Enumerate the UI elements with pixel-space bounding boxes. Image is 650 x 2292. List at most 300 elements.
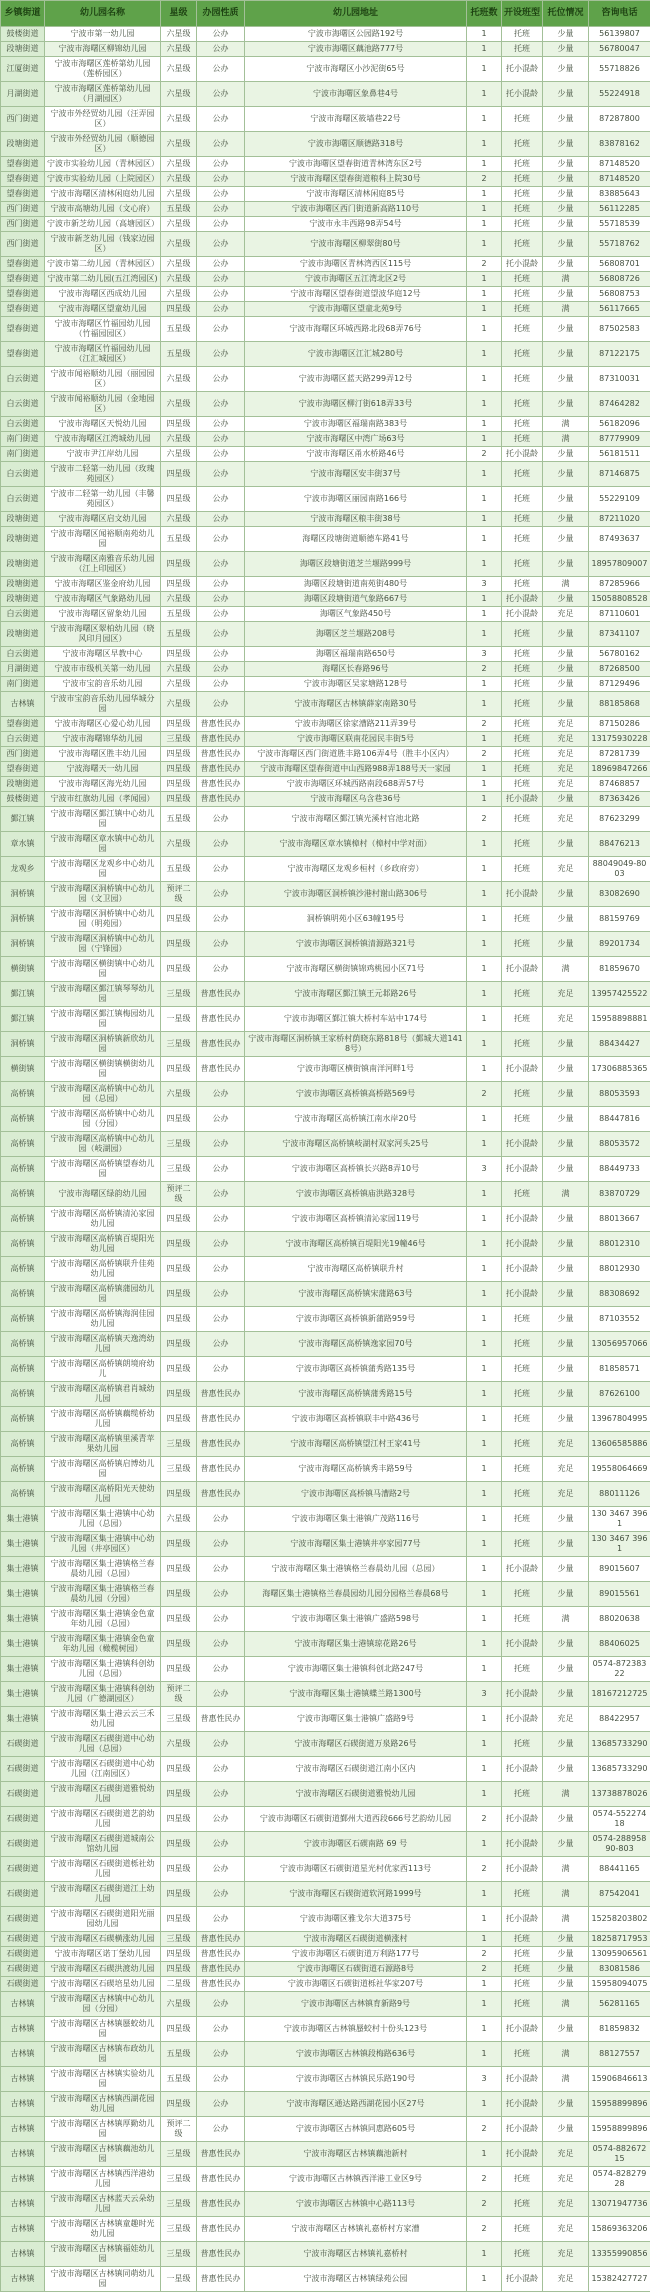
cell-phone: 13071947736 (589, 2192, 650, 2217)
cell-availability: 少量 (543, 1682, 589, 1707)
cell-star: 六星级 (161, 1082, 197, 1107)
cell-star: 四星级 (161, 552, 197, 577)
cell-phone: 15958899896 (589, 2092, 650, 2117)
cell-phone: 83870729 (589, 1182, 650, 1207)
table-row (1, 107, 650, 132)
table-row (1, 2192, 650, 2217)
cell-classes: 1 (467, 1607, 502, 1632)
cell-availability: 充足 (543, 762, 589, 777)
cell-address: 宁波市海曙区公园路192号 (245, 27, 467, 42)
header-name: 幼儿园名称 (45, 1, 161, 27)
cell-name: 宁波市外经贸幼儿园（汪弄园区） (45, 107, 161, 132)
cell-nature: 公办 (197, 882, 245, 907)
cell-availability: 少量 (543, 2117, 589, 2142)
cell-star: 六星级 (161, 287, 197, 302)
cell-phone: 18957809007 (589, 552, 650, 577)
table-row (1, 417, 650, 432)
cell-phone: 18969847266 (589, 762, 650, 777)
cell-address: 宁波市海曙区章水镇樟村（樟村中学对面） (245, 832, 467, 857)
cell-name: 宁波市海曙区石碶培星幼儿园 (45, 1977, 161, 1992)
cell-address: 宁波市海曙区福瑞南路383号 (245, 417, 467, 432)
cell-nature: 公办 (197, 2092, 245, 2117)
table-row (1, 1457, 650, 1482)
cell-availability: 少量 (543, 202, 589, 217)
cell-name: 宁波市海曙区留象幼儿园 (45, 607, 161, 622)
cell-classes: 1 (467, 832, 502, 857)
cell-phone: 13606585886 (589, 1432, 650, 1457)
cell-classes: 1 (467, 2042, 502, 2067)
cell-name: 宁波市红旗幼儿园（孝闻园） (45, 792, 161, 807)
table-row (1, 1807, 650, 1832)
cell-class_type: 托班 (502, 42, 543, 57)
cell-class_type: 托小混龄 (502, 592, 543, 607)
cell-class_type: 托小混龄 (502, 607, 543, 622)
cell-nature: 公办 (197, 57, 245, 82)
cell-nature: 公办 (197, 1182, 245, 1207)
cell-availability: 少量 (543, 1207, 589, 1232)
cell-phone: 19558064669 (589, 1457, 650, 1482)
cell-street: 高桥镇 (1, 1257, 45, 1282)
table-row (1, 257, 650, 272)
cell-availability: 满 (543, 417, 589, 432)
cell-address: 宁波市海曙区洞桥镇沙港村谢山路306号 (245, 882, 467, 907)
cell-nature: 公办 (197, 677, 245, 692)
cell-class_type: 托小混龄 (502, 257, 543, 272)
cell-star: 六星级 (161, 172, 197, 187)
cell-star: 一星级 (161, 1007, 197, 1032)
cell-street: 鄞江镇 (1, 982, 45, 1007)
cell-phone: 56780047 (589, 42, 650, 57)
table-row (1, 202, 650, 217)
cell-name: 宁波市海曙区章水镇中心幼儿园 (45, 832, 161, 857)
cell-classes: 2 (467, 1807, 502, 1832)
cell-street: 高桥镇 (1, 1457, 45, 1482)
cell-classes: 1 (467, 2267, 502, 2292)
cell-star: 四星级 (161, 932, 197, 957)
cell-nature: 公办 (197, 187, 245, 202)
cell-class_type: 托班 (502, 2042, 543, 2067)
cell-classes: 1 (467, 1407, 502, 1432)
cell-availability: 充足 (543, 857, 589, 882)
cell-star: 四星级 (161, 1632, 197, 1657)
cell-star: 五星级 (161, 622, 197, 647)
cell-star: 预评二级 (161, 1182, 197, 1207)
cell-nature: 公办 (197, 202, 245, 217)
cell-phone: 89015561 (589, 1582, 650, 1607)
cell-name: 宁波市第二幼儿园(五江湾园区) (45, 272, 161, 287)
cell-nature: 普惠性民办 (197, 2192, 245, 2217)
cell-address: 宁波市海曙区筱墙巷22号 (245, 107, 467, 132)
cell-star: 四星级 (161, 777, 197, 792)
cell-phone: 15058808528 (589, 592, 650, 607)
cell-street: 西门街道 (1, 232, 45, 257)
cell-availability: 少量 (543, 882, 589, 907)
cell-classes: 1 (467, 187, 502, 202)
cell-name: 宁波市海曙区石碶街道城南公馆幼儿园 (45, 1832, 161, 1857)
cell-address: 宁波市海曙区石碶街道江南小区内 (245, 1757, 467, 1782)
cell-address: 海曙区段塘街道芝兰堰路999号 (245, 552, 467, 577)
cell-address: 洞桥镇明苑小区63幢195号 (245, 907, 467, 932)
cell-availability: 少量 (543, 317, 589, 342)
cell-star: 五星级 (161, 857, 197, 882)
cell-name: 宁波市海曙区龙观乡中心幼儿园 (45, 857, 161, 882)
cell-availability: 少量 (543, 367, 589, 392)
cell-name: 宁波市海曙区石碶街道阳光丽园幼儿园 (45, 1907, 161, 1932)
cell-nature: 公办 (197, 447, 245, 462)
cell-availability: 少量 (543, 1382, 589, 1407)
cell-availability: 少量 (543, 447, 589, 462)
cell-nature: 公办 (197, 1607, 245, 1632)
cell-phone: 88159769 (589, 907, 650, 932)
cell-name: 宁波市海曙区古林镇童趣时光幼儿园 (45, 2217, 161, 2242)
cell-nature: 公办 (197, 1732, 245, 1757)
cell-address: 宁波市海曙区高桥镇马漕路2号 (245, 1482, 467, 1507)
cell-phone: 87626100 (589, 1382, 650, 1407)
cell-name: 宁波市海曙区集士港镇科创幼儿园（广德湖园区） (45, 1682, 161, 1707)
cell-phone: 88012310 (589, 1232, 650, 1257)
cell-availability: 少量 (543, 1582, 589, 1607)
cell-name: 宁波市海曙区古林镇布政幼儿园 (45, 2042, 161, 2067)
header-star: 星级 (161, 1, 197, 27)
cell-availability: 少量 (543, 677, 589, 692)
cell-name: 宁波市二轻第一幼儿园（玫瑰苑园区） (45, 462, 161, 487)
cell-availability: 充足 (543, 1707, 589, 1732)
cell-street: 高桥镇 (1, 1182, 45, 1207)
cell-classes: 1 (467, 1507, 502, 1532)
cell-phone: 87281739 (589, 747, 650, 762)
table-header (1, 1, 650, 27)
cell-star: 五星级 (161, 317, 197, 342)
cell-class_type: 托小混龄 (502, 1232, 543, 1257)
table-row (1, 1357, 650, 1382)
cell-nature: 公办 (197, 1332, 245, 1357)
table-row (1, 217, 650, 232)
cell-classes: 1 (467, 342, 502, 367)
cell-phone: 87542041 (589, 1882, 650, 1907)
cell-street: 段塘街道 (1, 42, 45, 57)
cell-availability: 少量 (543, 552, 589, 577)
cell-phone: 81858571 (589, 1357, 650, 1382)
cell-nature: 公办 (197, 232, 245, 257)
cell-classes: 1 (467, 432, 502, 447)
cell-name: 宁波市尹江岸幼儿园 (45, 447, 161, 462)
cell-phone: 15906846613 (589, 2067, 650, 2092)
cell-star: 六星级 (161, 272, 197, 287)
cell-availability: 满 (543, 1907, 589, 1932)
cell-address: 海曙区福瑞南路650号 (245, 647, 467, 662)
cell-street: 望春街道 (1, 342, 45, 367)
cell-availability: 少量 (543, 1807, 589, 1832)
cell-star: 四星级 (161, 957, 197, 982)
header-classes: 托班数 (467, 1, 502, 27)
cell-nature: 公办 (197, 1207, 245, 1232)
cell-availability: 少量 (543, 907, 589, 932)
cell-name: 宁波市海曙区石碶横涨幼儿园 (45, 1932, 161, 1947)
table-row (1, 832, 650, 857)
cell-phone: 13095906561 (589, 1947, 650, 1962)
cell-classes: 1 (467, 1482, 502, 1507)
cell-nature: 公办 (197, 1992, 245, 2017)
cell-star: 六星级 (161, 1732, 197, 1757)
cell-classes: 1 (467, 1782, 502, 1807)
cell-class_type: 托小混龄 (502, 2017, 543, 2042)
cell-star: 三星级 (161, 1132, 197, 1157)
cell-classes: 1 (467, 392, 502, 417)
cell-phone: 87148520 (589, 172, 650, 187)
cell-nature: 公办 (197, 662, 245, 677)
cell-address: 宁波市海曙区甬水桥路46号 (245, 447, 467, 462)
cell-class_type: 托班 (502, 342, 543, 367)
cell-phone: 56181511 (589, 447, 650, 462)
cell-availability: 少量 (543, 232, 589, 257)
cell-star: 六星级 (161, 107, 197, 132)
cell-name: 宁波市海曙区石碶街道雅悦幼儿园 (45, 1782, 161, 1807)
cell-classes: 1 (467, 1707, 502, 1732)
cell-class_type: 托班 (502, 392, 543, 417)
cell-availability: 充足 (543, 747, 589, 762)
cell-nature: 普惠性民办 (197, 1057, 245, 1082)
cell-availability: 充足 (543, 732, 589, 747)
cell-classes: 1 (467, 1882, 502, 1907)
cell-availability: 少量 (543, 662, 589, 677)
cell-class_type: 托班 (502, 662, 543, 677)
cell-classes: 1 (467, 302, 502, 317)
cell-star: 五星级 (161, 2042, 197, 2067)
cell-availability: 充足 (543, 607, 589, 622)
cell-availability: 少量 (543, 1947, 589, 1962)
table-row (1, 527, 650, 552)
cell-street: 集士港镇 (1, 1507, 45, 1532)
cell-class_type: 托班 (502, 747, 543, 762)
cell-star: 四星级 (161, 1207, 197, 1232)
cell-name: 宁波市海曙区望童幼儿园 (45, 302, 161, 317)
cell-name: 宁波市高塘幼儿园（文心府） (45, 202, 161, 217)
cell-availability: 少量 (543, 42, 589, 57)
cell-street: 高桥镇 (1, 1107, 45, 1132)
cell-address: 宁波市海曙区粮丰街38号 (245, 512, 467, 527)
cell-star: 六星级 (161, 82, 197, 107)
cell-address: 宁波市海曙区古林镇蜃蛟村十份头123号 (245, 2017, 467, 2042)
cell-nature: 普惠性民办 (197, 732, 245, 747)
cell-availability: 少量 (543, 1632, 589, 1657)
cell-name: 宁波市海曙区莲桥第幼儿园（月湖园区） (45, 82, 161, 107)
table-row (1, 2217, 650, 2242)
cell-nature: 公办 (197, 1532, 245, 1557)
cell-phone: 0574-88267215 (589, 2142, 650, 2167)
cell-star: 六星级 (161, 692, 197, 717)
cell-nature: 公办 (197, 807, 245, 832)
cell-street: 古林镇 (1, 2067, 45, 2092)
cell-availability: 少量 (543, 1132, 589, 1157)
cell-availability: 少量 (543, 172, 589, 187)
cell-nature: 公办 (197, 1857, 245, 1882)
cell-address: 宁波市海曙区古林镇段梅路636号 (245, 2042, 467, 2067)
cell-nature: 公办 (197, 1557, 245, 1582)
cell-phone: 88441165 (589, 1857, 650, 1882)
cell-availability: 少量 (543, 1057, 589, 1082)
cell-nature: 普惠性民办 (197, 1947, 245, 1962)
cell-class_type: 托小混龄 (502, 1157, 543, 1182)
cell-street: 鄞江镇 (1, 1007, 45, 1032)
cell-phone: 15258203802 (589, 1907, 650, 1932)
table-row (1, 157, 650, 172)
cell-class_type: 托班 (502, 462, 543, 487)
cell-star: 三星级 (161, 2217, 197, 2242)
cell-name: 宁波市海曙区古林镇福娃幼儿园 (45, 2242, 161, 2267)
cell-phone: 87464282 (589, 392, 650, 417)
cell-classes: 1 (467, 1457, 502, 1482)
cell-address: 宁波市海曙区石碶街道星光村优家西113号 (245, 1857, 467, 1882)
cell-address: 宁波市海曙区龙观乡桓村（乡政府旁） (245, 857, 467, 882)
table-row (1, 487, 650, 512)
cell-street: 洞桥镇 (1, 882, 45, 907)
cell-class_type: 托小混龄 (502, 1632, 543, 1657)
cell-address: 宁波市海曙区高桥镇新蒲路959号 (245, 1307, 467, 1332)
cell-nature: 公办 (197, 1882, 245, 1907)
table-row (1, 982, 650, 1007)
cell-availability: 充足 (543, 1432, 589, 1457)
cell-address: 宁波市海曙区丽园南路166号 (245, 487, 467, 512)
table-row (1, 132, 650, 157)
cell-classes: 1 (467, 2092, 502, 2117)
cell-availability: 满 (543, 2042, 589, 2067)
cell-nature: 公办 (197, 432, 245, 447)
cell-star: 四星级 (161, 1357, 197, 1382)
cell-nature: 公办 (197, 832, 245, 857)
cell-availability: 少量 (543, 27, 589, 42)
cell-street: 高桥镇 (1, 1432, 45, 1457)
cell-class_type: 托班 (502, 2167, 543, 2192)
cell-name: 宁波市海曙区闻裕顺南苑幼儿园 (45, 527, 161, 552)
cell-star: 五星级 (161, 2067, 197, 2092)
cell-star: 四星级 (161, 762, 197, 777)
table-row (1, 27, 650, 42)
cell-nature: 公办 (197, 392, 245, 417)
cell-nature: 普惠性民办 (197, 1007, 245, 1032)
cell-class_type: 托班 (502, 417, 543, 432)
cell-star: 四星级 (161, 1582, 197, 1607)
cell-street: 高桥镇 (1, 1332, 45, 1357)
cell-availability: 少量 (543, 1257, 589, 1282)
cell-availability: 充足 (543, 1007, 589, 1032)
cell-nature: 公办 (197, 462, 245, 487)
cell-phone: 13355990856 (589, 2242, 650, 2267)
cell-nature: 普惠性民办 (197, 1032, 245, 1057)
cell-address: 海曙区段塘街道南苑街480号 (245, 577, 467, 592)
cell-availability: 少量 (543, 132, 589, 157)
cell-class_type: 托班 (502, 132, 543, 157)
table-row (1, 1407, 650, 1432)
cell-address: 宁波市海曙区集士港镇蝶兰路1300号 (245, 1682, 467, 1707)
cell-name: 宁波市海曙区石碶街道栎社幼儿园 (45, 1857, 161, 1882)
cell-name: 宁波市海曙区胜丰幼儿园 (45, 747, 161, 762)
cell-name: 宁波市海曙区翠柏幼儿园（晓风印月园区） (45, 622, 161, 647)
cell-phone: 83885643 (589, 187, 650, 202)
cell-street: 集士港镇 (1, 1582, 45, 1607)
cell-street: 白云街道 (1, 367, 45, 392)
cell-address: 海曙区长春路96号 (245, 662, 467, 677)
cell-availability: 少量 (543, 932, 589, 957)
table-row (1, 747, 650, 762)
cell-street: 鄞江镇 (1, 807, 45, 832)
cell-name: 宁波市海曙区清林闲庭幼儿园 (45, 187, 161, 202)
cell-classes: 1 (467, 272, 502, 287)
cell-address: 宁波市海曙区高桥镇庙洪路328号 (245, 1182, 467, 1207)
cell-phone: 55224918 (589, 82, 650, 107)
cell-class_type: 托小混龄 (502, 82, 543, 107)
cell-star: 四星级 (161, 417, 197, 432)
cell-phone: 81859832 (589, 2017, 650, 2042)
cell-star: 四星级 (161, 1382, 197, 1407)
cell-availability: 少量 (543, 462, 589, 487)
cell-address: 宁波市海曙区横街镇南洋河畔1号 (245, 1057, 467, 1082)
cell-availability: 充足 (543, 717, 589, 732)
cell-street: 集士港镇 (1, 1707, 45, 1732)
cell-address: 宁波市海曙区古林镇绿苑公园 (245, 2267, 467, 2292)
table-row (1, 512, 650, 527)
cell-address: 宁波市海曙区集士港镇广茂路116号 (245, 1507, 467, 1532)
cell-star: 三星级 (161, 1432, 197, 1457)
cell-street: 高桥镇 (1, 1357, 45, 1382)
cell-availability: 少量 (543, 592, 589, 607)
table-row (1, 447, 650, 462)
cell-address: 宁波市海曙区高桥镇江南水岸20号 (245, 1107, 467, 1132)
cell-class_type: 托小混龄 (502, 1257, 543, 1282)
header-street: 乡镇街道 (1, 1, 45, 27)
cell-availability: 少量 (543, 82, 589, 107)
table-row (1, 732, 650, 747)
cell-nature: 公办 (197, 1582, 245, 1607)
cell-star: 六星级 (161, 677, 197, 692)
cell-classes: 1 (467, 1907, 502, 1932)
table-row (1, 1857, 650, 1882)
cell-star: 四星级 (161, 1482, 197, 1507)
table-row (1, 792, 650, 807)
cell-class_type: 托班 (502, 552, 543, 577)
cell-address: 宁波市海曙区石碶街道横涨村 (245, 1932, 467, 1947)
cell-phone: 130 3467 3961 (589, 1532, 650, 1557)
cell-classes: 1 (467, 1992, 502, 2017)
cell-name: 宁波市海曙区洞桥镇中心幼儿园（文卫园） (45, 882, 161, 907)
cell-star: 三星级 (161, 2242, 197, 2267)
cell-availability: 满 (543, 432, 589, 447)
cell-name: 宁波市海曙区高桥镇藕缆桥幼儿园 (45, 1407, 161, 1432)
cell-name: 宁波市海曙区古林镇蜃蛟幼儿园 (45, 2017, 161, 2042)
cell-class_type: 托班 (502, 1357, 543, 1382)
cell-street: 洞桥镇 (1, 1032, 45, 1057)
cell-classes: 1 (467, 1007, 502, 1032)
cell-street: 望春街道 (1, 317, 45, 342)
cell-nature: 普惠性民办 (197, 1962, 245, 1977)
cell-availability: 少量 (543, 1532, 589, 1557)
table-row (1, 662, 650, 677)
cell-class_type: 托班 (502, 1032, 543, 1057)
cell-phone: 88053593 (589, 1082, 650, 1107)
cell-name: 宁波市海曙区早教中心 (45, 647, 161, 662)
cell-phone: 88308692 (589, 1282, 650, 1307)
cell-availability: 充足 (543, 2267, 589, 2292)
cell-star: 五星级 (161, 527, 197, 552)
cell-classes: 2 (467, 2117, 502, 2142)
cell-class_type: 托小混龄 (502, 1807, 543, 1832)
cell-phone: 88127557 (589, 2042, 650, 2067)
cell-classes: 1 (467, 1432, 502, 1457)
cell-phone: 13175930228 (589, 732, 650, 747)
cell-street: 石碶街道 (1, 1977, 45, 1992)
cell-name: 宁波市海曙区古林镇西湖花园幼儿园 (45, 2092, 161, 2117)
cell-class_type: 托班 (502, 1782, 543, 1807)
cell-name: 宁波市海曙区洞桥镇新欣幼儿园 (45, 1032, 161, 1057)
